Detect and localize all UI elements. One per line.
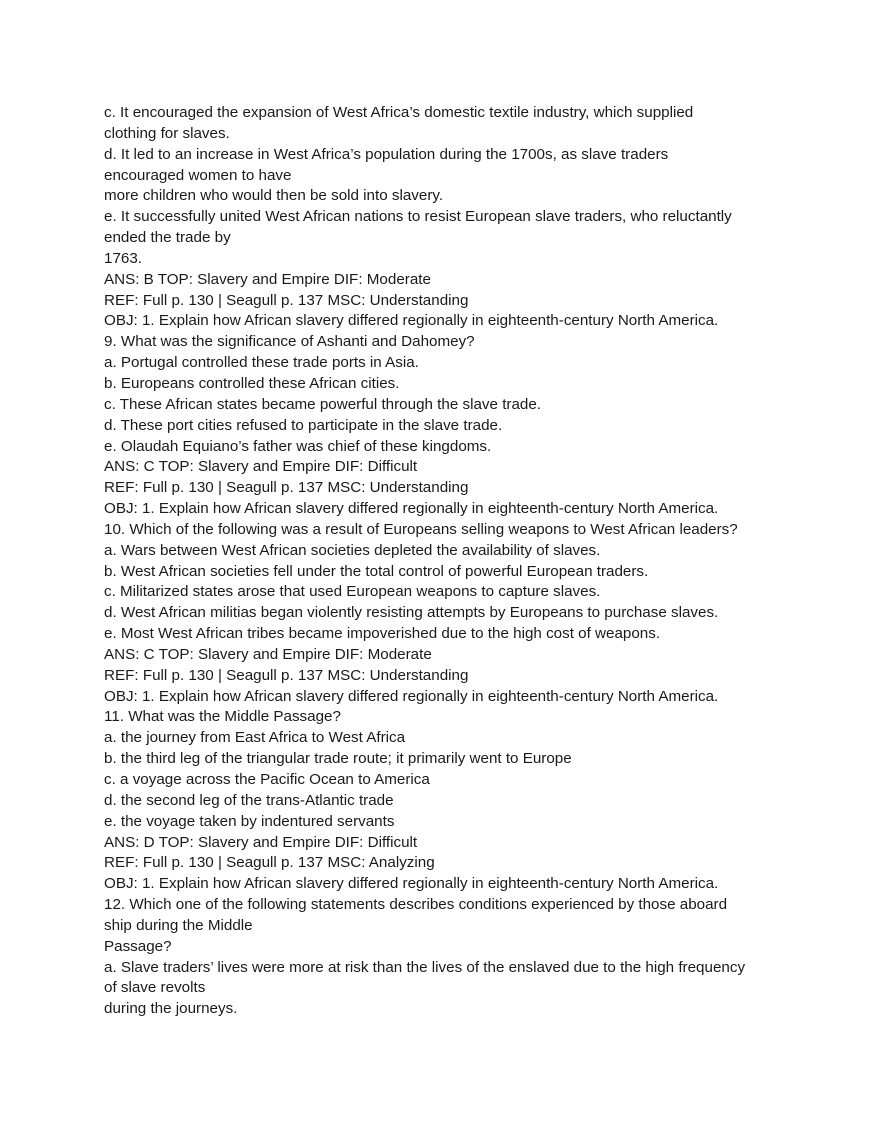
option-line: c. a voyage across the Pacific Ocean to America <box>104 771 430 788</box>
document-body <box>104 103 784 1020</box>
option-line: a. the journey from East Africa to West Africa <box>104 729 406 747</box>
objective-line: OBJ: 1. Explain how African slavery differed regionally in eighteenth-century North America. <box>104 875 719 893</box>
question-line: Passage? <box>104 937 172 955</box>
option-line: c. Militarized states arose that used European weapons to capture slaves. <box>104 583 601 601</box>
reference-line: REF: Full p. 130 | Seagull p. 137 MSC: Understanding <box>104 291 469 309</box>
question-line: 12. Which one of the following statements describes conditions experienced by those aboard <box>104 896 728 914</box>
option-line: d. the second leg of the trans-Atlantic trade <box>104 791 394 809</box>
question-line: ship during the Middle <box>104 916 253 934</box>
text-line: clothing for slaves. <box>104 124 230 142</box>
option-line: b. the third leg of the triangular trade route; it primarily went to Europe <box>104 750 572 768</box>
reference-line: REF: Full p. 130 | Seagull p. 137 MSC: Understanding <box>104 479 469 497</box>
option-line: during the journeys. <box>104 1000 238 1018</box>
option-line: e. the voyage taken by indentured servants <box>104 812 395 830</box>
option-line: b. West African societies fell under the total control of powerful European traders. <box>104 562 649 580</box>
reference-line: REF: Full p. 130 | Seagull p. 137 MSC: Understanding <box>104 666 469 684</box>
option-line: d. These port cities refused to participate in the slave trade. <box>104 416 503 434</box>
option-line: a. Slave traders’ lives were more at risk than the lives of the enslaved due to the high frequency <box>104 958 746 976</box>
question-line: 10. Which of the following was a result of Europeans selling weapons to West African leaders? <box>104 520 738 538</box>
answer-line: ANS: D TOP: Slavery and Empire DIF: Difficult <box>104 833 418 851</box>
text-line: encouraged women to have <box>104 166 292 184</box>
text-line: ended the trade by <box>104 229 231 247</box>
answer-line: ANS: C TOP: Slavery and Empire DIF: Moderate <box>104 645 432 663</box>
text-line: 1763. <box>104 249 143 267</box>
option-line: of slave revolts <box>104 979 206 997</box>
text-line: c. It encouraged the expansion of West Africa’s domestic textile industry, which supplied <box>104 104 694 121</box>
text-line: e. It successfully united West African nations to resist European slave traders, who reluctantly <box>104 208 732 226</box>
option-line: b. Europeans controlled these African cities. <box>104 374 400 392</box>
option-line: a. Wars between West African societies depleted the availability of slaves. <box>104 541 601 559</box>
text-line: d. It led to an increase in West Africa’s population during the 1700s, as slave traders <box>104 145 669 163</box>
reference-line: REF: Full p. 130 | Seagull p. 137 MSC: Analyzing <box>104 854 435 872</box>
answer-line: ANS: C TOP: Slavery and Empire DIF: Difficult <box>104 458 418 476</box>
objective-line: OBJ: 1. Explain how African slavery differed regionally in eighteenth-century North America. <box>104 500 719 518</box>
option-line: d. West African militias began violently resisting attempts by Europeans to purchase slaves. <box>104 604 719 622</box>
option-line: c. These African states became powerful through the slave trade. <box>104 395 542 413</box>
option-line: e. Most West African tribes became impoverished due to the high cost of weapons. <box>104 625 661 643</box>
objective-line: OBJ: 1. Explain how African slavery differed regionally in eighteenth-century North America. <box>104 312 719 330</box>
option-line: e. Olaudah Equiano’s father was chief of these kingdoms. <box>104 437 492 455</box>
text-line: more children who would then be sold into slavery. <box>104 187 444 205</box>
answer-line: ANS: B TOP: Slavery and Empire DIF: Moderate <box>104 270 431 288</box>
option-line: a. Portugal controlled these trade ports in Asia. <box>104 354 419 372</box>
question-line: 9. What was the significance of Ashanti and Dahomey? <box>104 333 475 351</box>
question-line: 11. What was the Middle Passage? <box>104 708 341 726</box>
objective-line: OBJ: 1. Explain how African slavery differed regionally in eighteenth-century North America. <box>104 687 719 705</box>
